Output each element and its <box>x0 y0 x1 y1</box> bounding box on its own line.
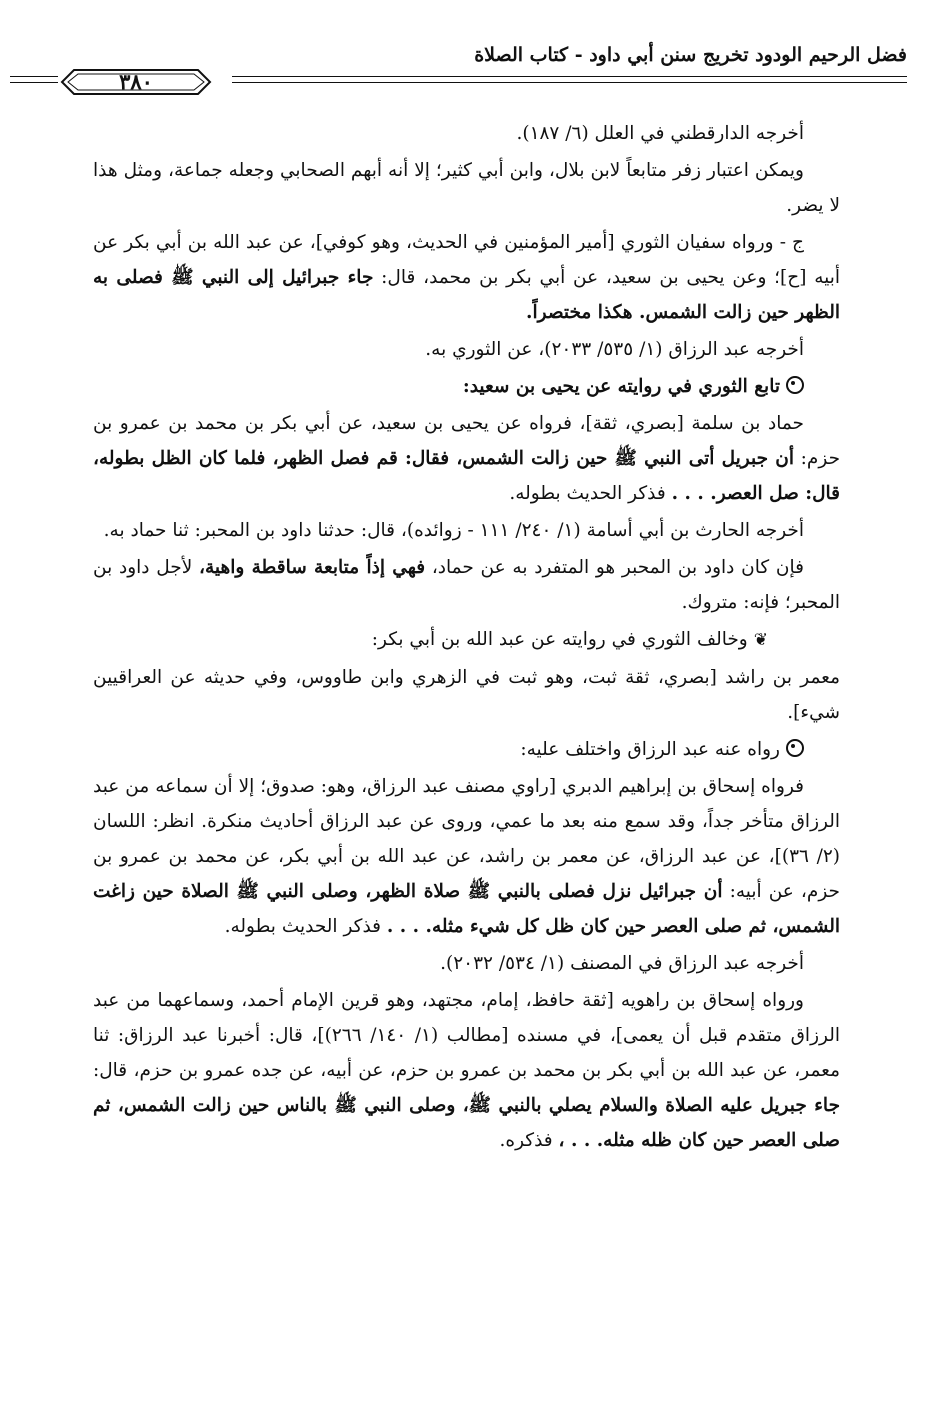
page-number: ٣٨٠ <box>119 69 153 94</box>
section-heading <box>93 369 840 404</box>
paragraph-text: حماد بن سلمة [بصري، ثقة]، فرواه عن يحيى بن سعيد، عن أبي بكر بن محمد بن عمرو بن حزم: <box>93 413 840 469</box>
paragraph-text: فذكر الحديث بطوله. <box>224 916 387 937</box>
header-rule <box>232 82 907 83</box>
hadith-text: جاء جبرائيل إلى النبي ﷺ فصلى به الظهر حين زالت الشمس. هكذا مختصراً. <box>93 267 840 323</box>
paragraph: أخرجه الحارث بن أبي أسامة (١/ ٢٤٠/ ١١١ - زوائده)، قال: حدثنا داود بن المحبر: ثنا حماد به. <box>103 520 804 541</box>
paragraph <box>93 406 840 511</box>
running-header-title: فضل الرحيم الودود تخريج سنن أبي داود - كتاب الصلاة <box>474 44 907 66</box>
page-body <box>93 116 840 1160</box>
paragraph: أخرجه الدارقطني في العلل (٦/ ١٨٧). <box>516 123 804 144</box>
bullet-circle-icon <box>786 376 804 394</box>
paragraph-text: فذكر الحديث بطوله. <box>509 483 672 504</box>
section-heading-text: تابع الثوري في روايته عن يحيى بن سعيد: <box>462 376 780 397</box>
header-rule <box>10 76 58 77</box>
paragraph: معمر بن راشد [بصري، ثقة ثبت، وهو ثبت في الزهري وابن طاووس، وفي حديثه عن العراقيين شيء]. <box>93 667 840 723</box>
paragraph <box>93 550 840 620</box>
hadith-text: جاء جبريل عليه الصلاة والسلام يصلي بالنبي ﷺ، وصلى النبي ﷺ بالناس حين زالت الشمس، ثم صلى العصر حين كان ظله مثله. . . ، <box>93 1095 840 1151</box>
paragraph: أخرجه عبد الرزاق في المصنف (١/ ٥٣٤/ ٢٠٣٢). <box>440 953 804 974</box>
paragraph <box>93 769 840 944</box>
paragraph-text: لأجل داود بن المحبر؛ فإنه: متروك. <box>93 557 840 613</box>
paragraph <box>93 225 840 330</box>
hadith-text: أن جبرائيل نزل فصلى بالنبي ﷺ صلاة الظهر، وصلى النبي ﷺ الصلاة حين زاغت الشمس، ثم صلى العصر حين كان ظل كل شيء مثله. . . . <box>93 881 840 937</box>
paragraph-text: فذكره. <box>499 1130 559 1151</box>
leaf-ornament-icon: ❦ <box>753 630 768 650</box>
section-heading-text: رواه عنه عبد الرزاق واختلف عليه: <box>520 739 780 760</box>
section-heading <box>93 732 840 767</box>
header-rule <box>10 82 58 83</box>
section-heading <box>93 622 840 658</box>
paragraph: ويمكن اعتبار زفر متابعاً لابن بلال، وابن أبي كثير؛ إلا أنه أبهم الصحابي وجعله جماعة، ومثل هذا لا يضر. <box>93 160 840 216</box>
paragraph-text: فإن كان داود بن المحبر هو المتفرد به عن حماد، <box>425 557 804 578</box>
paragraph-text: ورواه إسحاق بن راهويه [ثقة حافظ، إمام، مجتهد، وهو قرين الإمام أحمد، وسماعهما من عبد الرزاق متقدم قبل أن يعمى]، في مسنده [مطالب (١/ ١٤٠/ ٢٦٦)]، قال: أخبرنا عبد الرزاق: ثنا معمر، عن عبد الله بن أبي بكر بن محمد بن عمرو بن حزم، عن أبيه، عن جده عمرو بن حزم، قال: <box>93 990 840 1081</box>
page-number-frame <box>60 68 212 96</box>
section-heading-text: وخالف الثوري في روايته عن عبد الله بن أبي بكر: <box>371 629 748 650</box>
header-rule <box>232 76 907 77</box>
hadith-text: أن جبريل أتى النبي ﷺ حين زالت الشمس، فقال: قم فصل الظهر، فلما كان الظل بطوله، قال: صل العصر. . . . <box>93 448 840 504</box>
verdict-text: فهي إذاً متابعة ساقطة واهية، <box>199 557 426 578</box>
bullet-circle-icon <box>786 739 804 757</box>
paragraph: أخرجه عبد الرزاق (١/ ٥٣٥/ ٢٠٣٣)، عن الثوري به. <box>425 339 804 360</box>
paragraph-text: فرواه إسحاق بن إبراهيم الدبري [راوي مصنف عبد الرزاق، وهو: صدوق؛ إلا أن سماعه من عبد الرزاق متأخر جداً، وقد سمع منه بعد ما عمي، وروى عن عبد الرزاق أحاديث منكرة. انظر: اللسان (٢/ ٣٦)]، عن عبد الرزاق، عن معمر بن راشد، عن عبد الله بن أبي بكر، عن محمد بن عمرو بن حزم، عن أبيه: <box>93 776 840 902</box>
paragraph-text: ج - ورواه سفيان الثوري [أمير المؤمنين في الحديث، وهو كوفي]، عن عبد الله بن أبي بكر عن أبيه [ح]؛ وعن يحيى بن سعيد، عن أبي بكر بن محمد، قال: <box>93 232 840 288</box>
paragraph <box>93 983 840 1158</box>
